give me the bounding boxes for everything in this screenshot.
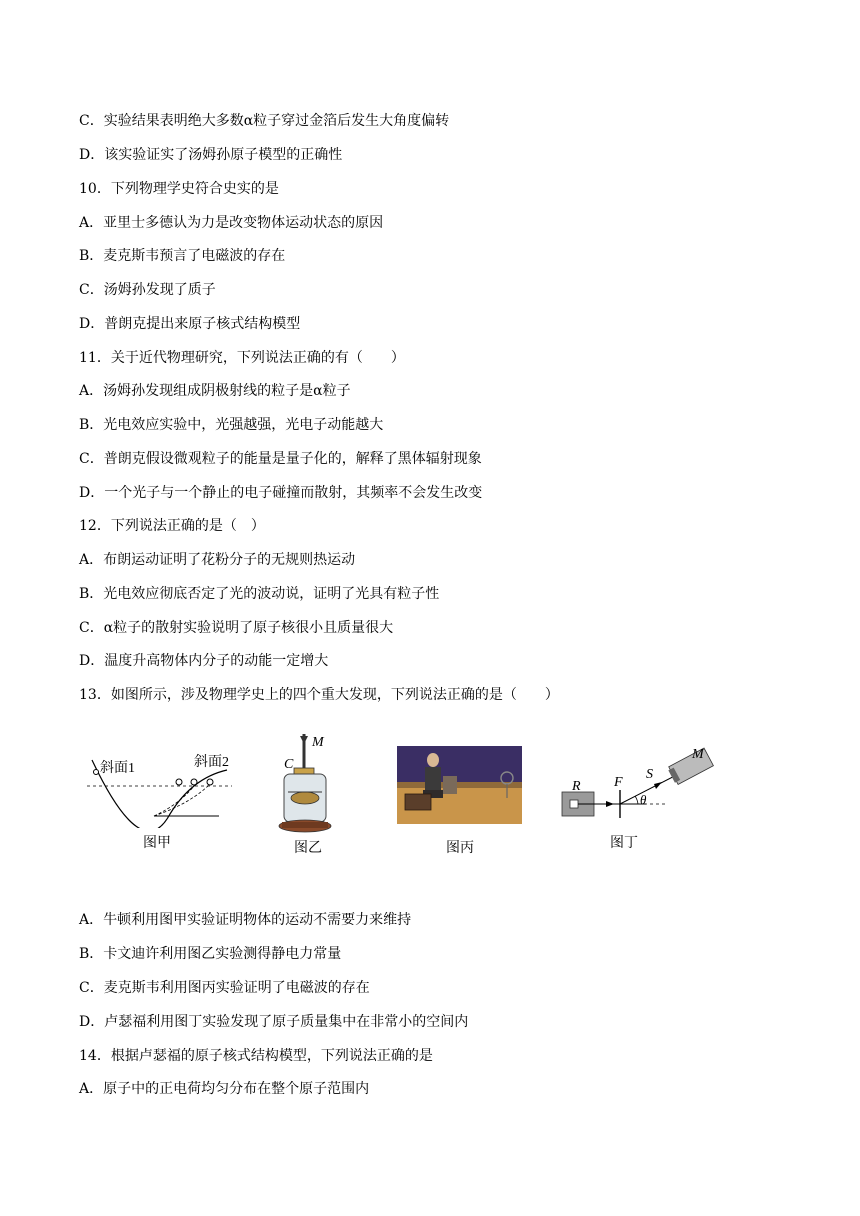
question-10-stem: 10．下列物理学史符合史实的是 (79, 181, 279, 197)
option-c-q12: C．α粒子的散射实验说明了原子核很小且质量很大 (79, 620, 394, 636)
option-a-q12: A．布朗运动证明了花粉分子的无规则热运动 (79, 552, 356, 568)
option-a-q14: A．原子中的正电荷均匀分布在整个原子范围内 (79, 1081, 370, 1097)
figure-yi-apparatus (270, 730, 340, 835)
figure-bing-caption: 图丙 (446, 840, 474, 856)
option-b-q10: B．麦克斯韦预言了电磁波的存在 (79, 248, 286, 264)
option-d-q10: D．普朗克提出来原子核式结构模型 (79, 316, 301, 332)
figure-yi-caption: 图乙 (294, 840, 322, 856)
question-13-stem: 13．如图所示，涉及物理学史上的四个重大发现，下列说法正确的是（ ） (79, 687, 559, 703)
figure-bing-photo (397, 746, 522, 824)
yi-label-m: M (312, 735, 324, 750)
ding-label-s: S (646, 767, 653, 782)
figure-jia-caption: 图甲 (143, 835, 171, 851)
figure-ding-diagram (558, 744, 718, 824)
ding-label-f: F (614, 775, 623, 790)
jia-label-slope2: 斜面2 (194, 755, 229, 770)
ding-label-r: R (572, 779, 581, 794)
option-b-q11: B．光电效应实验中，光强越强，光电子动能越大 (79, 417, 384, 433)
question-12-stem: 12．下列说法正确的是（ ） (79, 518, 265, 534)
option-b-q12: B．光电效应彻底否定了光的波动说，证明了光具有粒子性 (79, 586, 440, 602)
option-d-q11: D．一个光子与一个静止的电子碰撞而散射，其频率不会发生改变 (79, 485, 483, 501)
option-d-q13: D．卢瑟福利用图丁实验发现了原子质量集中在非常小的空间内 (79, 1014, 469, 1030)
option-c-q11: C．普朗克假设微观粒子的能量是量子化的，解释了黑体辐射现象 (79, 451, 482, 467)
option-d-q9: D．该实验证实了汤姆孙原子模型的正确性 (79, 147, 343, 163)
option-c-q10: C．汤姆孙发现了质子 (79, 282, 216, 298)
option-c-q13: C．麦克斯韦利用图丙实验证明了电磁波的存在 (79, 980, 370, 996)
question-14-stem: 14．根据卢瑟福的原子核式结构模型，下列说法正确的是 (79, 1048, 433, 1064)
jia-label-slope1: 斜面1 (100, 761, 135, 776)
ding-label-theta: θ (640, 792, 647, 807)
question-11-stem: 11．关于近代物理研究，下列说法正确的有（ ） (79, 350, 405, 366)
option-a-q10: A．亚里士多德认为力是改变物体运动状态的原因 (79, 215, 384, 231)
figure-ding-caption: 图丁 (610, 835, 638, 851)
ding-label-m: M (692, 747, 704, 762)
option-d-q12: D．温度升高物体内分子的动能一定增大 (79, 653, 329, 669)
option-c-q9: C．实验结果表明绝大多数α粒子穿过金箔后发生大角度偏转 (79, 113, 450, 129)
option-a-q11: A．汤姆孙发现组成阴极射线的粒子是α粒子 (79, 383, 351, 399)
yi-label-c: C (284, 757, 294, 772)
option-b-q13: B．卡文迪许利用图乙实验测得静电力常量 (79, 946, 342, 962)
figure-jia-diagram (82, 748, 242, 828)
option-a-q13: A．牛顿利用图甲实验证明物体的运动不需要力来维持 (79, 912, 412, 928)
